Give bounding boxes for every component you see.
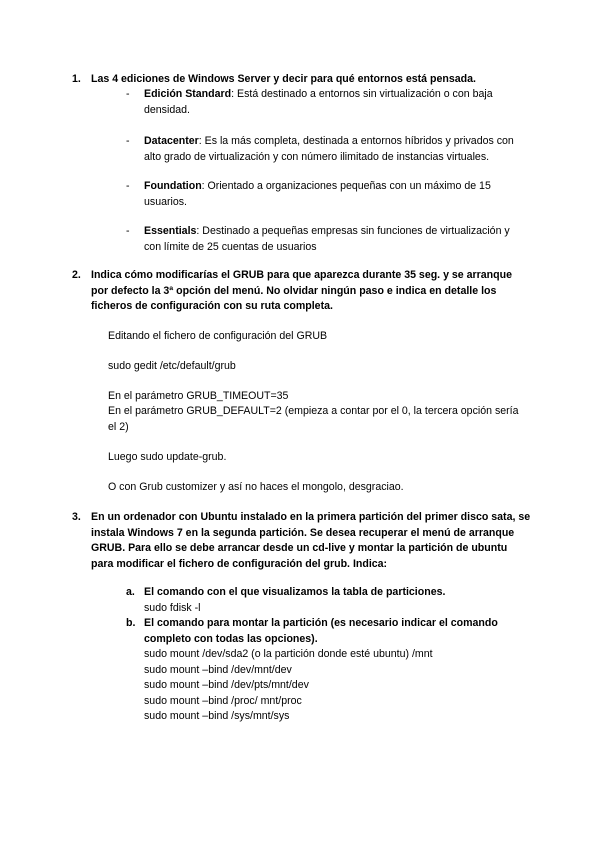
answer-command: sudo mount –bind /dev/mnt/dev bbox=[144, 663, 292, 676]
list-item bbox=[126, 87, 529, 118]
bullet-dash: - bbox=[126, 88, 130, 100]
edition-term: Foundation bbox=[144, 180, 202, 192]
subquestion-b bbox=[126, 616, 534, 725]
subquestion-title: El comando para montar la partición (es necesario indicar el comando completo con todas las opciones). bbox=[144, 617, 498, 645]
subquestion-letter: a. bbox=[126, 586, 135, 598]
subquestion-letter: b. bbox=[126, 617, 136, 629]
question-number: 3. bbox=[72, 511, 81, 523]
answer-paragraph: En el parámetro GRUB_DEFAULT=2 (empieza a contar por el 0, la tercera opción sería el 2) bbox=[108, 405, 519, 433]
list-item bbox=[126, 179, 529, 210]
edition-description: : Está destinado a entornos sin virtualización o con baja densidad. bbox=[144, 88, 493, 116]
subquestion-a bbox=[126, 585, 534, 616]
list-item bbox=[126, 134, 529, 165]
answer-command: sudo fdisk -l bbox=[144, 601, 201, 614]
subquestion-title: El comando con el que visualizamos la tabla de particiones. bbox=[144, 586, 446, 598]
bullet-dash: - bbox=[126, 135, 130, 147]
question-2 bbox=[72, 268, 531, 493]
edition-description: : Orientado a organizaciones pequeñas con un máximo de 15 usuarios. bbox=[144, 180, 491, 208]
answer-paragraph: Luego sudo update-grub. bbox=[108, 451, 227, 463]
answer-paragraph: O con Grub customizer y así no haces el mongolo, desgraciao. bbox=[108, 481, 404, 493]
answer-command: sudo mount –bind /proc/ mnt/proc bbox=[144, 694, 302, 707]
question-number: 1. bbox=[72, 73, 81, 85]
edition-term: Essentials bbox=[144, 225, 197, 237]
edition-description: : Destinado a pequeñas empresas sin funciones de virtualización y con límite de 25 cuentas de usuarios bbox=[144, 225, 510, 253]
edition-term: Edición Standard bbox=[144, 88, 232, 100]
answer-paragraph: Editando el fichero de configuración del GRUB bbox=[108, 330, 328, 342]
answer-command: sudo mount /dev/sda2 (o la partición donde esté ubuntu) /mnt bbox=[144, 648, 433, 660]
question-heading: Las 4 ediciones de Windows Server y decir para qué entornos está pensada. bbox=[91, 73, 476, 85]
edition-term: Datacenter bbox=[144, 135, 199, 147]
question-3 bbox=[72, 510, 531, 722]
bullet-dash: - bbox=[126, 225, 130, 237]
answer-command: sudo gedit /etc/default/grub bbox=[108, 360, 236, 372]
list-item bbox=[126, 224, 529, 255]
question-1 bbox=[72, 72, 531, 253]
answer-command: sudo mount –bind /dev/pts/mnt/dev bbox=[144, 679, 309, 691]
question-heading: Indica cómo modificarías el GRUB para que aparezca durante 35 seg. y se arranque por defecto la 3ª opción del menú. No olvidar ningún paso e indica en detalle los ficheros de configuración con su ruta completa. bbox=[91, 269, 512, 312]
bullet-dash: - bbox=[126, 180, 130, 192]
answer-paragraph: En el parámetro GRUB_TIMEOUT=35 bbox=[108, 390, 289, 402]
answer-command: sudo mount –bind /sys/mnt/sys bbox=[144, 710, 290, 722]
edition-description: : Es la más completa, destinada a entornos híbridos y privados con alto grado de virtualización y con número ilimitado de instancias virtuales. bbox=[144, 135, 514, 163]
question-heading: En un ordenador con Ubuntu instalado en la primera partición del primer disco sata, se instala Windows 7 en la segunda partición. Se desea recuperar el menú de arranque GRUB. Para ello se debe arrancar desde un cd-live y montar la partición de ubuntu para modificar el fichero de configuración del grub. Indica: bbox=[91, 511, 531, 570]
question-number: 2. bbox=[72, 269, 81, 281]
